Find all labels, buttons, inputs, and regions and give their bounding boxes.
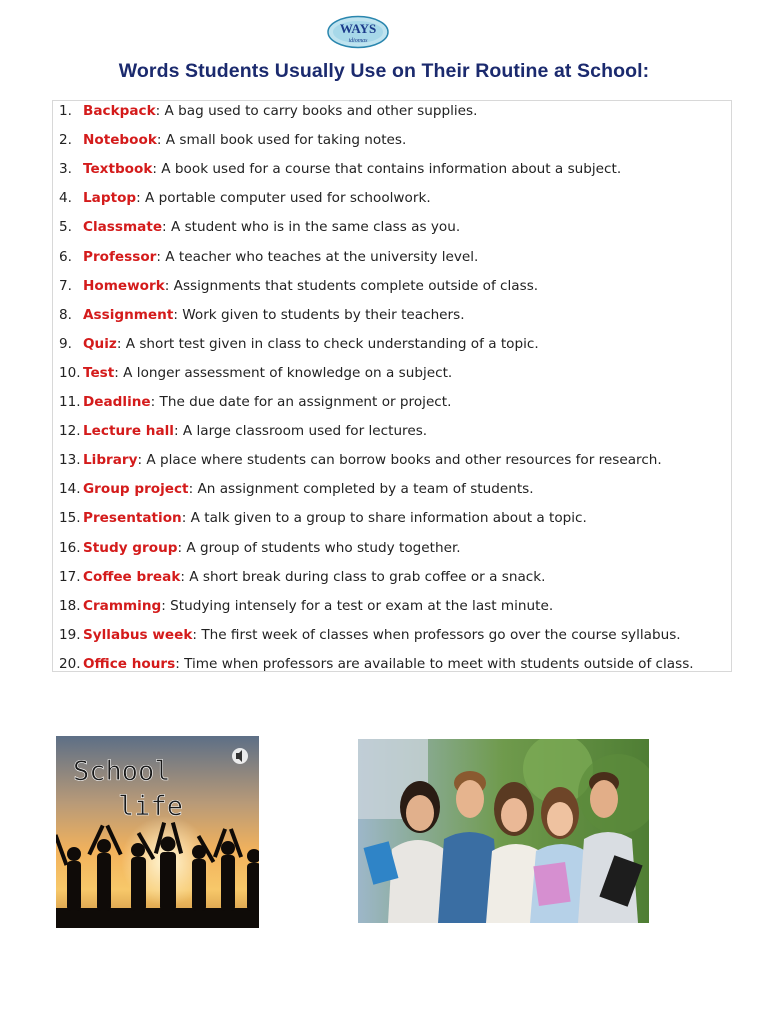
school-life-image [56, 736, 259, 928]
item-definition: : A portable computer used for schoolwork. [136, 190, 431, 207]
item-number: 9. [59, 335, 72, 352]
item-number: 20. [59, 655, 81, 672]
item-term: Professor [83, 248, 157, 265]
item-definition: : A place where students can borrow books and other resources for research. [137, 452, 662, 469]
list-item [59, 392, 451, 412]
item-definition: : Time when professors are available to meet with students outside of class. [175, 655, 694, 672]
item-definition: : An assignment completed by a team of students. [188, 481, 534, 498]
speaker-icon [232, 748, 248, 764]
item-number: 3. [59, 161, 72, 178]
item-definition: : Assignments that students complete outside of class. [164, 277, 539, 294]
item-number: 15. [59, 510, 81, 527]
vocabulary-list [52, 100, 732, 672]
item-number: 1. [59, 103, 72, 119]
item-definition: : A book used for a course that contains information about a subject. [152, 161, 622, 178]
item-definition: : Studying intensely for a test or exam at the last minute. [161, 597, 554, 614]
item-definition: : A small book used for taking notes. [156, 132, 407, 149]
item-term: Library [83, 452, 138, 469]
item-term: Textbook [83, 161, 153, 178]
item-definition: : A longer assessment of knowledge on a subject. [114, 364, 453, 381]
item-term: Homework [83, 277, 165, 294]
item-term: Backpack [83, 103, 156, 119]
list-item [59, 625, 681, 645]
item-term: Cramming [83, 597, 162, 614]
item-definition: : The due date for an assignment or project. [150, 394, 452, 410]
item-term: Quiz [83, 335, 117, 352]
item-term: Deadline [83, 394, 151, 410]
list-item [59, 538, 461, 558]
item-term: Notebook [83, 132, 157, 149]
list-item [59, 276, 538, 296]
item-term: Assignment [83, 306, 174, 323]
item-term: Lecture hall [83, 423, 174, 440]
item-term: Office hours [83, 655, 176, 672]
list-item [59, 101, 477, 121]
students-icon [364, 771, 643, 923]
item-number: 4. [59, 190, 72, 207]
item-number: 17. [59, 568, 81, 585]
logo-text: WAYS [339, 21, 377, 36]
item-number: 7. [59, 277, 72, 294]
list-item [59, 217, 460, 237]
item-number: 12. [59, 423, 81, 440]
item-definition: : A short break during class to grab coffee or a snack. [180, 568, 546, 585]
item-term: Coffee break [83, 568, 181, 585]
item-term: Presentation [83, 510, 182, 527]
item-definition: : Work given to students by their teachers. [173, 306, 465, 323]
list-item [59, 334, 539, 354]
item-number: 6. [59, 248, 72, 265]
ways-logo [327, 15, 389, 49]
item-number: 18. [59, 597, 81, 614]
list-item [59, 130, 406, 150]
item-number: 5. [59, 219, 72, 236]
logo-subtext: idiomas [348, 38, 368, 44]
list-item [59, 363, 452, 383]
item-term: Test [83, 364, 115, 381]
page-title: Words Students Usually Use on Their Routine at School: [118, 60, 650, 82]
list-item [59, 508, 587, 528]
item-term: Classmate [83, 219, 163, 236]
item-term: Syllabus week [83, 626, 193, 643]
list-item [59, 479, 534, 499]
item-number: 11. [59, 394, 81, 410]
list-item [59, 188, 431, 208]
item-definition: : A large classroom used for lectures. [173, 423, 428, 440]
item-definition: : A bag used to carry books and other supplies. [155, 103, 478, 119]
item-term: Study group [83, 539, 178, 556]
list-item [59, 450, 662, 470]
list-item [59, 567, 545, 587]
list-item [59, 654, 694, 674]
item-definition: : A talk given to a group to share information about a topic. [181, 510, 587, 527]
item-definition: : A student who is in the same class as you. [162, 219, 461, 236]
item-number: 19. [59, 626, 81, 643]
list-item [59, 305, 465, 325]
item-definition: : The first week of classes when professors go over the course syllabus. [192, 626, 681, 643]
item-number: 8. [59, 306, 72, 323]
item-number: 10. [59, 364, 81, 381]
item-number: 16. [59, 539, 81, 556]
list-item [59, 596, 553, 616]
item-term: Laptop [83, 190, 137, 207]
item-definition: : A short test given in class to check understanding of a topic. [116, 335, 539, 352]
item-number: 2. [59, 132, 72, 149]
item-term: Group project [83, 481, 189, 498]
item-definition: : A group of students who study together. [177, 539, 461, 556]
item-number: 14. [59, 481, 81, 498]
item-number: 13. [59, 452, 81, 469]
school-life-line2: life [118, 791, 184, 822]
list-item [59, 159, 621, 179]
list-item [59, 247, 478, 267]
students-group-image [358, 739, 649, 923]
list-item [59, 421, 427, 441]
item-definition: : A teacher who teaches at the university level. [156, 248, 479, 265]
school-life-line1: School [73, 756, 171, 787]
